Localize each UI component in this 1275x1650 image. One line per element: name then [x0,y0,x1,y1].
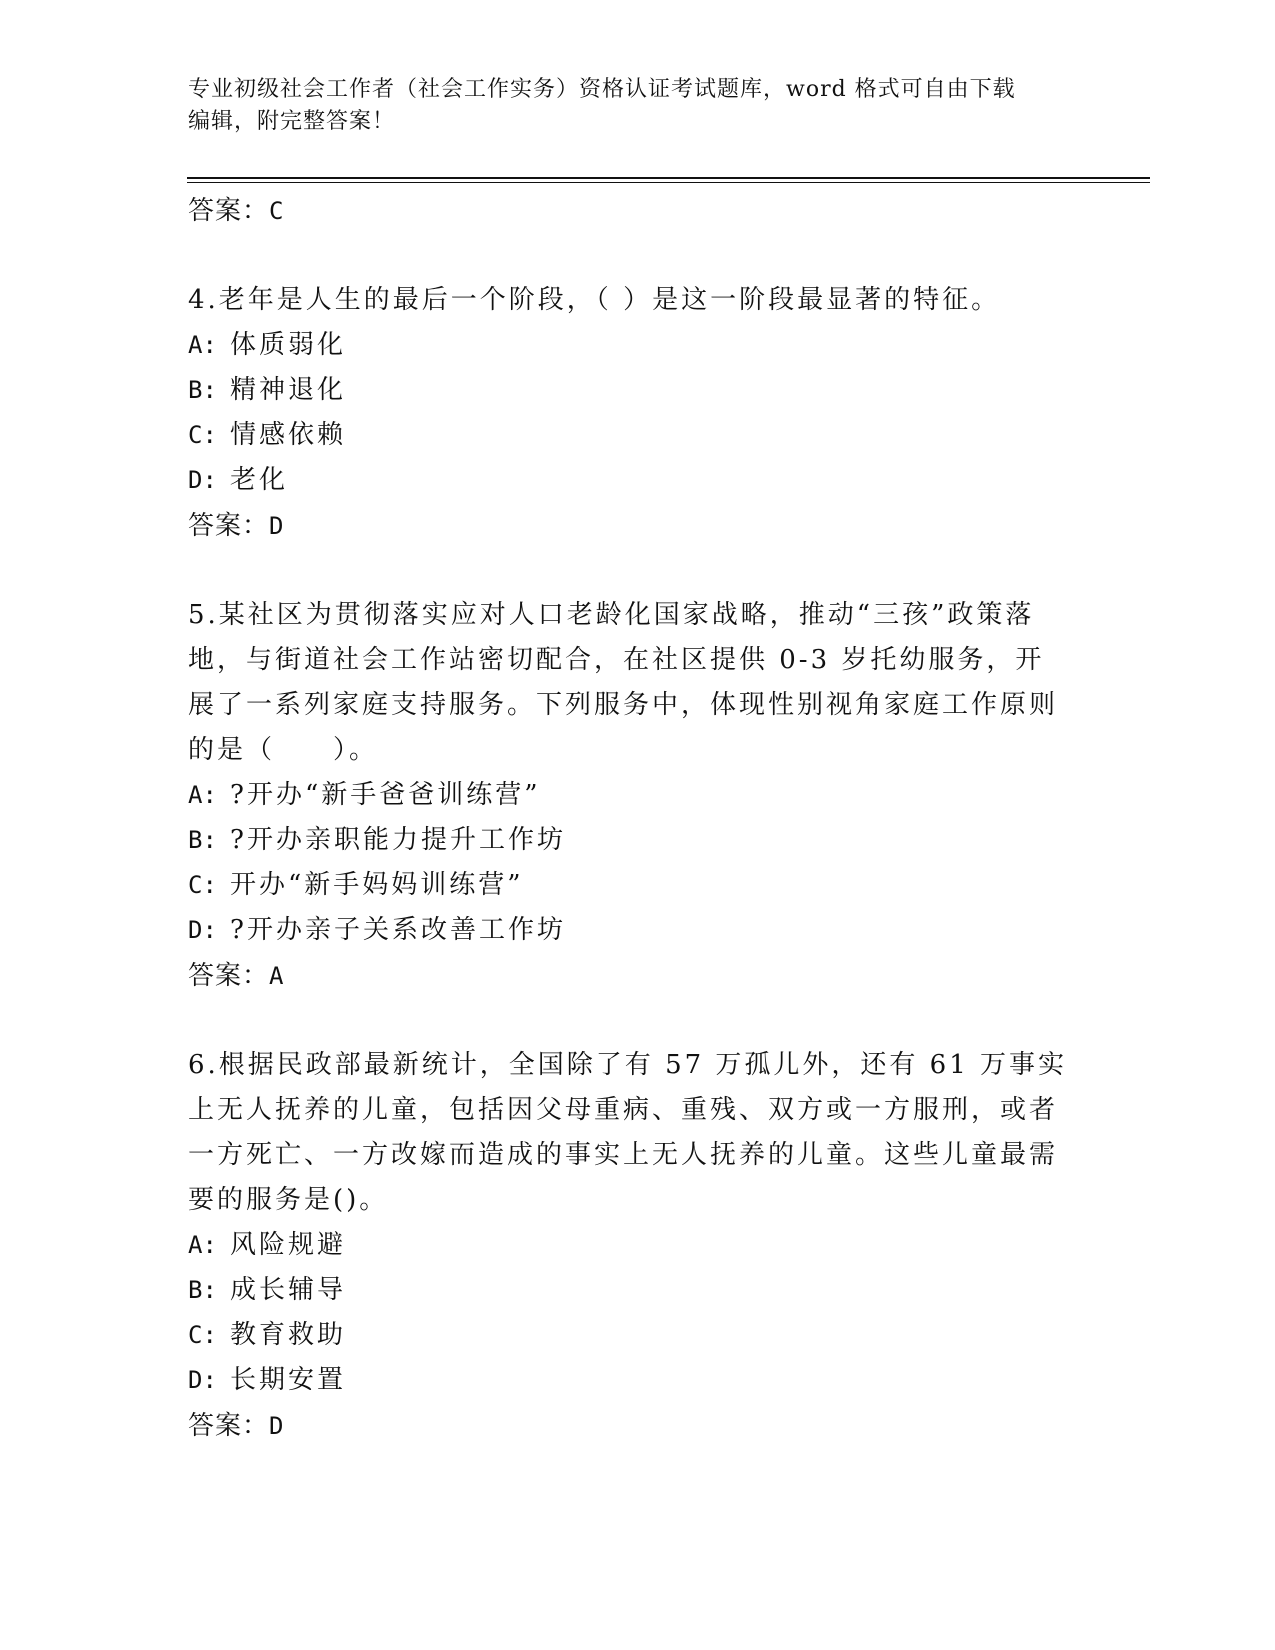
document-header [188,74,1068,138]
option-a [188,773,1068,818]
option-text: 情感依赖 [230,420,347,450]
question-stem: 6.根据民政部最新统计，全国除了有 57 万孤儿外，还有 61 万事实上无人抚养的儿童，包括因父母重病、重残、双方或一方服刑，或者一方死亡、一方改嫁而造成的事实上无人抚养的儿童。这些儿童最需要的服务是()。 [188,1050,1068,1215]
option-c [188,1313,1068,1358]
option-text: 风险规避 [230,1230,347,1260]
answer-label: 答案： [188,196,270,226]
question-block [188,1043,1068,1449]
option-letter: D: [188,1366,217,1394]
option-letter: D: [188,916,217,944]
answer-label: 答案： [188,511,270,541]
option-d [188,908,1068,953]
header-line-2: 编辑，附完整答案！ [188,109,396,134]
option-letter: A: [188,781,217,809]
answer-value: D [269,1412,285,1440]
question-list [188,188,1068,1449]
option-letter: B: [188,376,217,404]
option-text: 开办“新手妈妈训练营” [230,870,524,900]
option-letter: D: [188,466,217,494]
option-d [188,458,1068,503]
answer-label: 答案： [188,1411,270,1441]
option-letter: C: [188,871,217,899]
option-text: 成长辅导 [230,1275,347,1305]
option-letter: A: [188,331,217,359]
answer-line [188,503,1068,549]
option-text: 长期安置 [230,1365,347,1395]
answer-line [188,953,1068,999]
answer-value: D [269,512,285,540]
option-text: ?开办亲职能力提升工作坊 [230,825,566,855]
option-text: 老化 [230,465,289,495]
question-block [188,593,1068,999]
option-a [188,323,1068,368]
option-c [188,413,1068,458]
question-stem: 5.某社区为贯彻落实应对人口老龄化国家战略，推动“三孩”政策落地，与街道社会工作站密切配合，在社区提供 0-3 岁托幼服务，开展了一系列家庭支持服务。下列服务中，体现性别视角家庭工作原则的是（ ）。 [188,600,1059,765]
option-b [188,368,1068,413]
option-a [188,1223,1068,1268]
option-letter: A: [188,1231,217,1259]
answer-value: A [269,962,285,990]
option-text: ?开办亲子关系改善工作坊 [230,915,566,945]
option-b [188,1268,1068,1313]
option-text: 精神退化 [230,375,347,405]
header-divider-thin [187,182,1150,183]
option-text: 体质弱化 [230,330,347,360]
option-letter: B: [188,826,217,854]
question-stem: 4.老年是人生的最后一个阶段，（ ）是这一阶段最显著的特征。 [188,285,1001,315]
header-line-1: 专业初级社会工作者（社会工作实务）资格认证考试题库，word 格式可自由下载 [188,77,1016,102]
answer-line [188,1403,1068,1449]
option-text: ?开办“新手爸爸训练营” [230,780,541,810]
question-block [188,278,1068,549]
option-text: 教育救助 [230,1320,347,1350]
option-letter: B: [188,1276,217,1304]
option-b [188,818,1068,863]
option-d [188,1358,1068,1403]
option-c [188,863,1068,908]
answer-line [188,188,1068,234]
answer-value: C [269,197,285,225]
option-letter: C: [188,1321,217,1349]
option-letter: C: [188,421,217,449]
header-divider-thick [187,177,1150,179]
answer-label: 答案： [188,961,270,991]
